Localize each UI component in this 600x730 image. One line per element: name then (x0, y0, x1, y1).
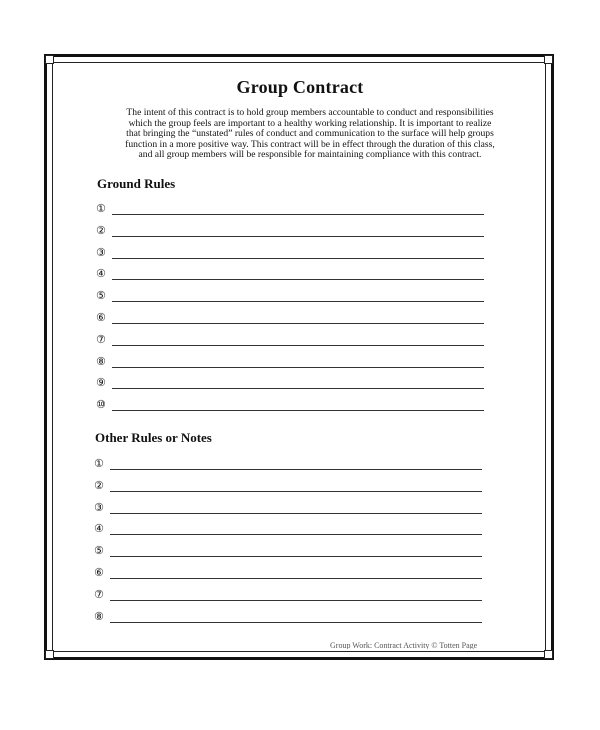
rule-entry-row (96, 311, 488, 327)
rule-write-line[interactable] (110, 534, 482, 535)
rule-write-line[interactable] (112, 345, 484, 346)
rule-write-line[interactable] (112, 258, 484, 259)
intro-line: and all group members will be responsible for maintaining compliance with this contract. (138, 149, 482, 161)
rule-number: ② (96, 223, 106, 237)
rule-number: ④ (94, 522, 104, 536)
rule-write-line[interactable] (112, 214, 484, 215)
rule-write-line[interactable] (110, 578, 482, 579)
rule-number: ⑤ (94, 544, 104, 558)
footer-credit: Group Work: Contract Activity © Totten Page (330, 641, 478, 649)
rule-entry-row (94, 457, 486, 473)
border-corner-ornament (544, 55, 553, 64)
rule-write-line[interactable] (112, 279, 484, 280)
rule-number: ③ (96, 245, 106, 259)
rule-write-line[interactable] (112, 301, 484, 302)
rule-number: ④ (96, 267, 106, 281)
rule-entry-row (94, 479, 486, 495)
rule-number: ① (96, 202, 106, 215)
rule-write-line[interactable] (110, 513, 482, 514)
rule-entry-row (96, 246, 488, 262)
document-title: Group Contract (236, 77, 364, 97)
rule-write-line[interactable] (112, 367, 484, 368)
rule-number: ⑨ (96, 376, 106, 390)
border-corner-ornament (45, 650, 54, 659)
rule-number: ⑧ (94, 609, 104, 623)
rule-number: ⑤ (96, 289, 106, 303)
rule-entry-row (94, 522, 486, 538)
rule-number: ⑦ (96, 332, 106, 346)
rule-write-line[interactable] (112, 410, 484, 411)
rule-entry-row (94, 566, 486, 582)
ground-rules-heading: Ground Rules (97, 176, 176, 191)
rule-write-line[interactable] (112, 236, 484, 237)
rule-entry-row (96, 333, 488, 349)
rule-entry-row (96, 355, 488, 371)
rule-number: ① (94, 457, 104, 470)
intro-line: that bringing the “unstated” rules of conduct and communication to the surface will help groups (126, 128, 494, 140)
rule-write-line[interactable] (112, 388, 484, 389)
intro-line: The intent of this contract is to hold group members accountable to conduct and responsibilities (126, 107, 494, 118)
border-corner-ornament (544, 650, 553, 659)
rule-entry-row (96, 376, 488, 392)
rule-entry-row (94, 544, 486, 560)
border-corner-ornament (45, 55, 54, 64)
rule-number: ⑩ (96, 398, 106, 412)
rule-entry-row (96, 289, 488, 305)
rule-number: ⑥ (94, 566, 104, 579)
rule-write-line[interactable] (110, 622, 482, 623)
rule-write-line[interactable] (112, 323, 484, 324)
rule-entry-row (96, 202, 488, 218)
rule-entry-row (94, 588, 486, 604)
rule-entry-row (96, 398, 488, 414)
rule-write-line[interactable] (110, 491, 482, 492)
rule-write-line[interactable] (110, 469, 482, 470)
rule-entry-row (96, 224, 488, 240)
rule-number: ② (94, 478, 104, 492)
rule-entry-row (94, 610, 486, 626)
intro-line: which the group feels are important to a healthy working relationship. It is important to realize (128, 117, 492, 129)
intro-line: function in a more positive way. This contract will be in effect through the duration of this class, (125, 138, 495, 150)
rule-number: ⑥ (96, 311, 106, 324)
rule-write-line[interactable] (110, 600, 482, 601)
rule-number: ⑧ (96, 354, 106, 368)
rule-number: ⑦ (94, 587, 104, 601)
other-rules-heading: Other Rules or Notes (95, 430, 212, 445)
rule-entry-row (94, 501, 486, 517)
intro-paragraph (96, 108, 524, 161)
rule-number: ③ (94, 500, 104, 514)
rule-write-line[interactable] (110, 556, 482, 557)
rule-entry-row (96, 267, 488, 283)
